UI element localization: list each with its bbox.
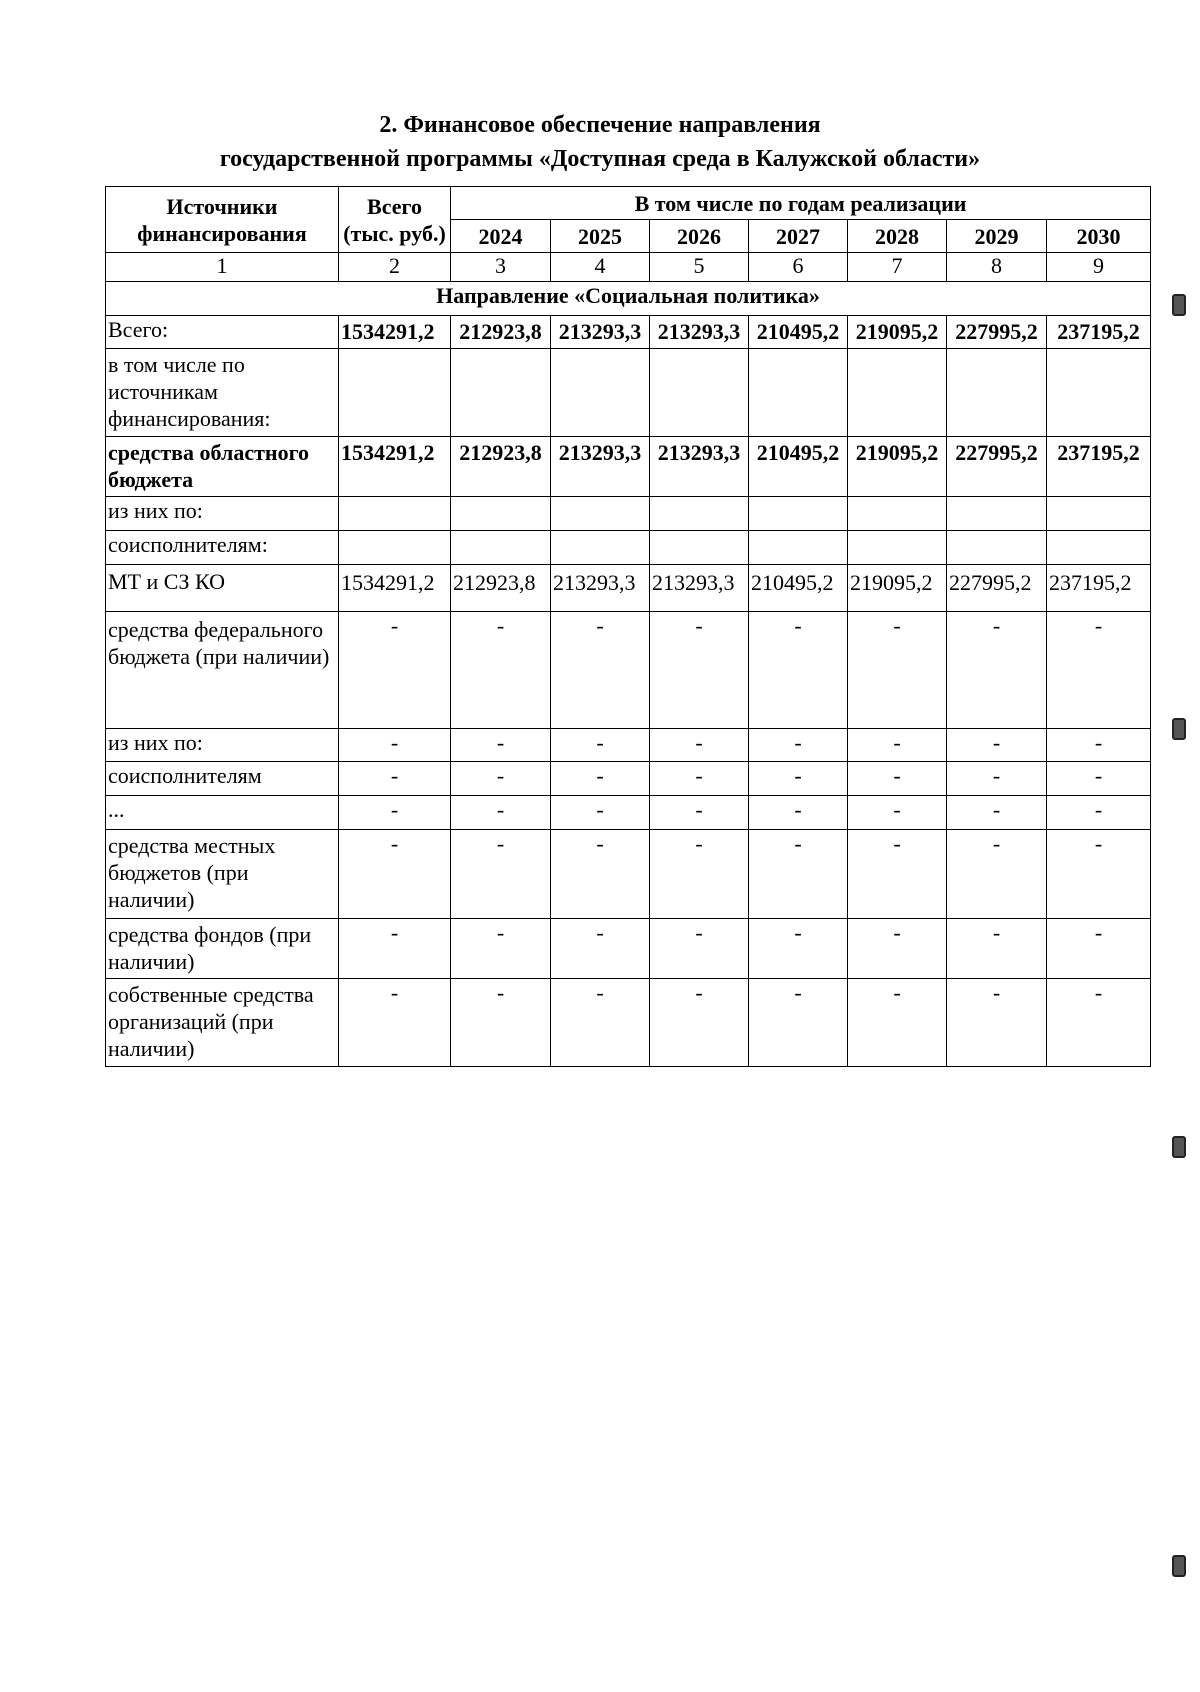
table-row (106, 762, 1151, 796)
document-title (0, 108, 1200, 176)
row-label: из них по: (106, 729, 339, 762)
binder-hole-mark (1172, 1136, 1186, 1158)
cell-value (749, 531, 848, 565)
cell-value: - (650, 830, 749, 919)
header-year: 2026 (650, 220, 749, 253)
cell-value (848, 497, 947, 531)
cell-value (1047, 349, 1151, 437)
cell-value: 1534291,2 (339, 437, 451, 497)
cell-value (947, 531, 1047, 565)
table-row (106, 830, 1151, 919)
table-row (106, 729, 1151, 762)
cell-value: 210495,2 (749, 437, 848, 497)
cell-value: - (339, 796, 451, 830)
cell-value: 213293,3 (551, 565, 650, 612)
cell-value: - (451, 919, 551, 979)
cell-value: - (947, 979, 1047, 1067)
cell-value: - (947, 830, 1047, 919)
cell-value: - (848, 612, 947, 729)
column-index: 6 (749, 253, 848, 282)
table-row (106, 919, 1151, 979)
section-heading: Направление «Социальная политика» (106, 282, 1151, 316)
financing-table (105, 186, 1151, 1067)
cell-value (551, 349, 650, 437)
cell-value: 227995,2 (947, 437, 1047, 497)
binder-hole-mark (1172, 718, 1186, 740)
cell-value: - (749, 979, 848, 1067)
header-source: Источники финансирования (106, 187, 339, 253)
cell-value: - (848, 729, 947, 762)
cell-value: - (848, 979, 947, 1067)
table-row (106, 612, 1151, 729)
cell-value (650, 531, 749, 565)
cell-value: - (848, 919, 947, 979)
cell-value: - (749, 830, 848, 919)
header-year: 2030 (1047, 220, 1151, 253)
cell-value: - (1047, 979, 1151, 1067)
row-label: в том числе по источникам финансирования: (106, 349, 339, 437)
cell-value (749, 349, 848, 437)
cell-value (848, 531, 947, 565)
cell-value: 219095,2 (848, 316, 947, 349)
row-label: соисполнителям: (106, 531, 339, 565)
cell-value (1047, 497, 1151, 531)
table-row (106, 349, 1151, 437)
cell-value (947, 349, 1047, 437)
cell-value: - (551, 830, 650, 919)
cell-value (451, 531, 551, 565)
cell-value: - (339, 979, 451, 1067)
row-label: ... (106, 796, 339, 830)
column-index: 5 (650, 253, 749, 282)
cell-value: - (551, 729, 650, 762)
cell-value (947, 497, 1047, 531)
column-index: 2 (339, 253, 451, 282)
cell-value: - (339, 729, 451, 762)
cell-value (339, 531, 451, 565)
cell-value: - (947, 729, 1047, 762)
table-row (106, 316, 1151, 349)
cell-value: - (339, 762, 451, 796)
table-row (106, 565, 1151, 612)
cell-value: - (451, 796, 551, 830)
header-year: 2027 (749, 220, 848, 253)
cell-value: - (451, 762, 551, 796)
cell-value: - (650, 612, 749, 729)
cell-value: - (749, 612, 848, 729)
cell-value: 213293,3 (551, 437, 650, 497)
table-row (106, 796, 1151, 830)
cell-value: - (749, 919, 848, 979)
row-label: соисполнителям (106, 762, 339, 796)
column-index: 7 (848, 253, 947, 282)
cell-value: - (848, 830, 947, 919)
column-index: 8 (947, 253, 1047, 282)
cell-value: - (1047, 762, 1151, 796)
cell-value (650, 349, 749, 437)
column-index: 9 (1047, 253, 1151, 282)
cell-value: 219095,2 (848, 565, 947, 612)
binder-hole-mark (1172, 294, 1186, 316)
cell-value: - (650, 796, 749, 830)
cell-value: - (749, 796, 848, 830)
header-year: 2029 (947, 220, 1047, 253)
cell-value: - (947, 796, 1047, 830)
column-index: 3 (451, 253, 551, 282)
cell-value: - (551, 979, 650, 1067)
cell-value: 213293,3 (650, 437, 749, 497)
cell-value: 237195,2 (1047, 437, 1151, 497)
cell-value: - (947, 762, 1047, 796)
cell-value (650, 497, 749, 531)
row-label: собственные средства организаций (при наличии) (106, 979, 339, 1067)
cell-value: - (551, 796, 650, 830)
cell-value: - (451, 612, 551, 729)
cell-value: - (1047, 796, 1151, 830)
cell-value: - (551, 612, 650, 729)
cell-value: - (650, 979, 749, 1067)
index-row (106, 253, 1151, 282)
cell-value (451, 497, 551, 531)
header-total: Всего (тыс. руб.) (339, 187, 451, 253)
cell-value: - (650, 729, 749, 762)
row-label: средства областного бюджета (106, 437, 339, 497)
column-index: 1 (106, 253, 339, 282)
column-index: 4 (551, 253, 650, 282)
cell-value (551, 497, 650, 531)
header-year: 2028 (848, 220, 947, 253)
row-label: средства фондов (при наличии) (106, 919, 339, 979)
cell-value: 237195,2 (1047, 316, 1151, 349)
cell-value: - (551, 919, 650, 979)
cell-value: 219095,2 (848, 437, 947, 497)
cell-value: - (848, 796, 947, 830)
cell-value: 1534291,2 (339, 316, 451, 349)
cell-value: - (650, 919, 749, 979)
header-by-years: В том числе по годам реализации (451, 187, 1151, 220)
title-line-2: государственной программы «Доступная среда в Калужской области» (219, 146, 981, 172)
cell-value: 210495,2 (749, 316, 848, 349)
cell-value: 212923,8 (451, 316, 551, 349)
cell-value: - (451, 729, 551, 762)
table-row (106, 497, 1151, 531)
header-year: 2025 (551, 220, 650, 253)
cell-value: - (339, 919, 451, 979)
cell-value (451, 349, 551, 437)
cell-value: - (947, 919, 1047, 979)
header-year: 2024 (451, 220, 551, 253)
table-row (106, 531, 1151, 565)
cell-value: - (947, 612, 1047, 729)
cell-value (339, 349, 451, 437)
cell-value: 213293,3 (650, 565, 749, 612)
cell-value: - (1047, 729, 1151, 762)
cell-value: - (749, 729, 848, 762)
cell-value (1047, 531, 1151, 565)
cell-value: - (1047, 830, 1151, 919)
table-row (106, 437, 1151, 497)
table-row (106, 979, 1151, 1067)
row-label: МТ и СЗ КО (106, 565, 339, 612)
cell-value: 237195,2 (1047, 565, 1151, 612)
cell-value: 213293,3 (650, 316, 749, 349)
cell-value: 212923,8 (451, 437, 551, 497)
row-label: Всего: (106, 316, 339, 349)
cell-value: - (451, 830, 551, 919)
title-line-1: 2. Финансовое обеспечение направления (379, 112, 821, 138)
cell-value: - (339, 612, 451, 729)
cell-value: 210495,2 (749, 565, 848, 612)
cell-value: - (451, 979, 551, 1067)
cell-value: 1534291,2 (339, 565, 451, 612)
cell-value: - (749, 762, 848, 796)
cell-value (551, 531, 650, 565)
cell-value: - (551, 762, 650, 796)
cell-value (749, 497, 848, 531)
cell-value: - (1047, 612, 1151, 729)
cell-value (339, 497, 451, 531)
cell-value: - (650, 762, 749, 796)
row-label: из них по: (106, 497, 339, 531)
cell-value: - (848, 762, 947, 796)
cell-value: - (339, 830, 451, 919)
cell-value: - (1047, 919, 1151, 979)
cell-value: 213293,3 (551, 316, 650, 349)
binder-hole-mark (1172, 1555, 1186, 1577)
row-label: средства федерального бюджета (при наличии) (106, 612, 339, 729)
cell-value: 227995,2 (947, 316, 1047, 349)
cell-value: 212923,8 (451, 565, 551, 612)
cell-value (848, 349, 947, 437)
cell-value: 227995,2 (947, 565, 1047, 612)
row-label: средства местных бюджетов (при наличии) (106, 830, 339, 919)
